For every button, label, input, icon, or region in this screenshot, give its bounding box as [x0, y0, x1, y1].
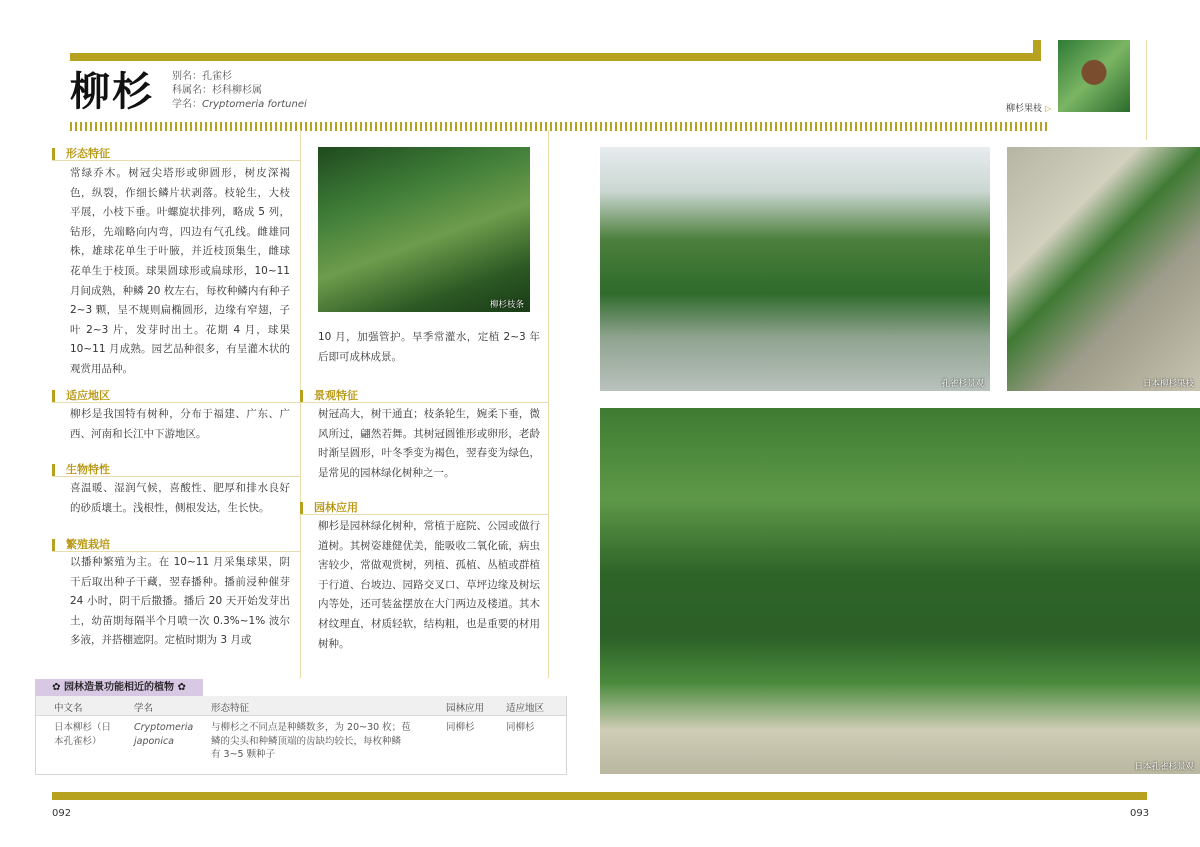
section-rule: [52, 551, 300, 552]
garden-text: 柳杉是园林绿化树种，常植于庭院、公园或做行道树。其树姿雄健优美，能吸收二氧化硫，病虫害较少，常做观赏树，列植、孤植、丛植或群植于行道、台坡边、园路交叉口、草坪边缘及树坛内等处，还可装盆摆放在大门两边及楼道。其木材纹理直，材质轻软，结构粗，也是重要的材用树种。: [318, 520, 540, 650]
plant-meta: [172, 70, 307, 112]
section-rule: [52, 402, 300, 403]
fruit-branch-thumbnail: [1058, 40, 1130, 112]
section-rule: [300, 514, 548, 515]
heading-propagation: 繁殖栽培: [52, 538, 110, 552]
header-dashed-bar: [70, 122, 1048, 131]
th-features: 形态特征: [211, 703, 250, 714]
section-rule: [52, 476, 300, 477]
page-title: 柳杉: [70, 69, 154, 115]
cell-use: 同柳杉: [446, 722, 475, 733]
form-text: 常绿乔木。树冠尖塔形或卵圆形，树皮深褐色，纵裂，作细长鳞片状剥落。枝轮生，大枝平展，小枝下垂。叶螺旋状排列，略成 5 列，钻形，先端略向内弯，四边有气孔线。雌雄同株，雄球花单生于叶腋，并近枝顶集生，雌球花单生于枝顶。球果圆球形或扁球形，10~11 月间成熟，种鳞 20 枚左右，每枚种鳞内有种子 2~3 颗，呈不规则扁椭圆形，边缘有窄翅，子叶 2~3 片，发芽时出土。花期 4 月，球果 10~11 月成熟。园艺品种很多，有呈灌木状的观赏用品种。: [70, 167, 290, 375]
heading-region: 适应地区: [52, 389, 110, 403]
header-top-bar: [70, 53, 1041, 61]
cell-region: 同柳杉: [506, 722, 535, 733]
page-number-left: 092: [52, 808, 72, 819]
cell-features-1: 与柳杉之不同点是种鳞数多，为 20~30 枚；苞: [211, 722, 411, 733]
branch-photo: [318, 147, 530, 312]
footer-bar: [52, 792, 1147, 800]
thumbnail-caption-text: 柳杉果枝: [1006, 104, 1043, 114]
thumbnail-caption: [1006, 101, 1051, 114]
cell-features-2: 鳞的尖头和种鳞顶端的齿缺均较长，每枚种鳞: [211, 735, 402, 747]
table-header: [36, 696, 566, 716]
section-rule: [300, 402, 548, 403]
heading-landscape: 景观特征: [300, 389, 358, 403]
heading-garden: 园林应用: [300, 501, 358, 515]
family-text: 科属名：杉科柳杉属: [172, 85, 262, 96]
cell-sci-name-2: japonica: [134, 735, 175, 747]
landscape-photo-1-caption: 孔雀杉景观: [941, 379, 984, 389]
alias-text: 别名：孔雀杉: [172, 71, 232, 82]
header-divider: [1146, 40, 1147, 140]
cell-features-3: 有 3~5 颗种子: [211, 749, 276, 760]
sci-prefix: 学名：: [172, 99, 202, 110]
section-rule: [52, 160, 300, 161]
heading-form: 形态特征: [52, 147, 110, 161]
propagation-continued-text: 10 月，加强管护。旱季常灌水，定植 2~3 年后即可成林成景。: [318, 331, 540, 363]
region-text: 柳杉是我国特有树种，分布于福建、广东、广西、河南和长江中下游地区。: [70, 408, 290, 440]
cell-cn-name-2: 本孔雀杉）: [54, 735, 102, 747]
landscape-photo-2-caption: 日本孔雀杉景观: [1134, 762, 1194, 772]
related-plants-table: [35, 696, 567, 775]
heading-bio: 生物特性: [52, 463, 110, 477]
cone-branch-photo-caption: 日本柳杉果枝: [1142, 379, 1194, 389]
propagation-text: 以播种繁殖为主。在 10~11 月采集球果，阴干后取出种子干藏，翌春播种。播前浸种催芽 24 小时，阴干后撒播。播后 20 天开始发芽出土，幼苗期每隔半个月喷一次 0.3%~1% 波尔多液，并搭棚遮阴。定植时期为 3 月或: [70, 556, 290, 647]
scientific-name: [172, 98, 307, 112]
th-sci-name: 学名: [134, 703, 154, 714]
bio-text: 喜温暖、湿润气候，喜酸性、肥厚和排水良好的砂质壤土。浅根性，侧根发达，生长快。: [70, 482, 290, 514]
cell-cn-name-1: 日本柳杉（日: [54, 722, 112, 733]
column-divider: [300, 130, 301, 678]
cell-sci-name-1: Cryptomeria: [134, 722, 194, 733]
cone-branch-photo: [1007, 147, 1200, 391]
sci-name: Cryptomeria fortunei: [202, 99, 307, 110]
th-region: 适应地区: [506, 703, 545, 714]
page-number-right: 093: [1130, 808, 1150, 819]
branch-photo-caption: 柳杉枝条: [489, 300, 524, 310]
th-cn-name: 中文名: [54, 703, 83, 714]
landscape-photo-2: [600, 408, 1200, 774]
landscape-photo-1: [600, 147, 990, 391]
landscape-text: 树冠高大，树干通直；枝条轮生，婉柔下垂，微风所过，翩然若舞。其树冠圆锥形或卵形，老龄时渐呈圆形，叶冬季变为褐色，翌春变为绿色，是常见的园林绿化树种之一。: [318, 408, 540, 479]
related-table-title: ✿ 园林造景功能相近的植物 ✿: [35, 679, 203, 696]
triangle-marker-icon: ▷: [1045, 104, 1052, 113]
th-use: 园林应用: [446, 703, 485, 714]
column-divider: [548, 130, 549, 678]
header-top-bar-corner: [1033, 40, 1041, 61]
